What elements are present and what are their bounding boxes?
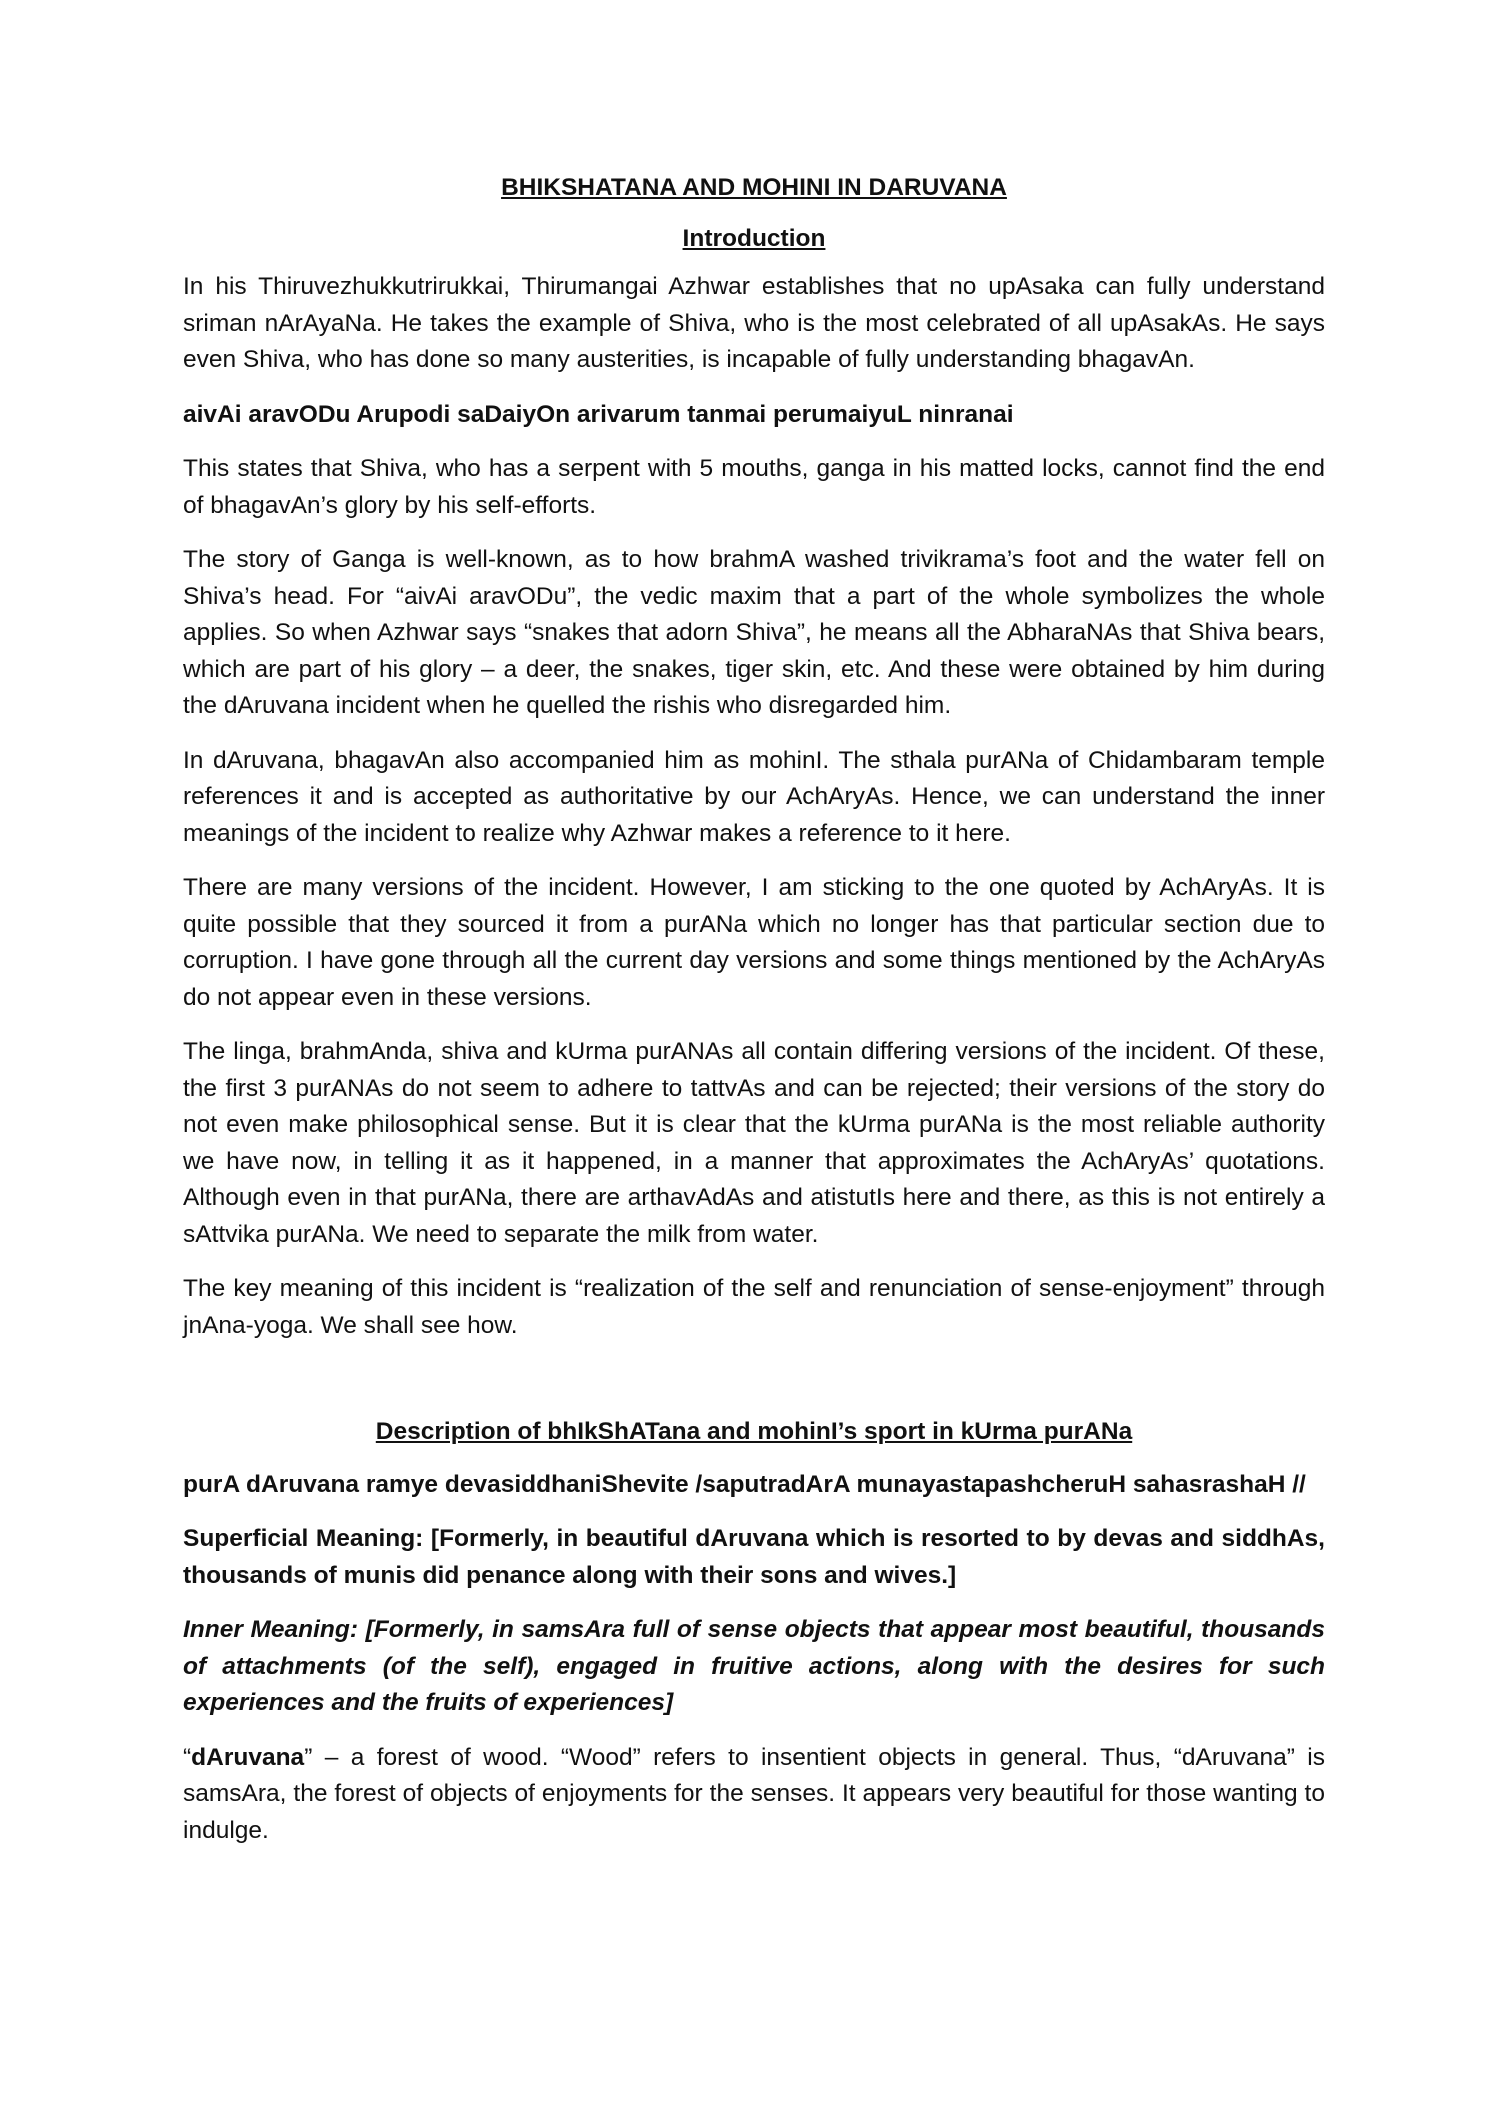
superficial-meaning: Superficial Meaning: [Formerly, in beautiful dAruvana which is resorted to by devas and siddhAs, thousands of munis did penance along with their sons and wives.] [183,1525,1325,1589]
verse-pura: purA dAruvana ramye devasiddhaniShevite /saputradArA munayastapashcheruH sahasrashaH // [183,1470,1306,1498]
paragraph-versions: There are many versions of the incident. However, I am sticking to the one quoted by AchAryAs. It is quite possible that they sourced it from a purANa which no longer has that particular section due to corruption. I have gone through all the current day versions and some things mentioned by the AchAryAs do not appear even in these versions. [183,874,1325,1011]
paragraph-serpent: This states that Shiva, who has a serpent with 5 mouths, ganga in his matted locks, cannot find the end of bhagavAn’s glory by his self-efforts. [183,455,1325,519]
term-daruvana: dAruvana [191,1743,305,1771]
daruvana-explanation: ” – a forest of wood. “Wood” refers to insentient objects in general. Thus, “dAruvana” is samsAra, the forest of objects of enjoyments for the senses. It appears very beautiful for those wanting to indulge. [183,1743,1325,1844]
paragraph-ganga: The story of Ganga is well-known, as to how brahmA washed trivikrama’s foot and the water fell on Shiva’s head. For “aivAi aravODu”, the vedic maxim that a part of the whole symbolizes the whole applies. So when Azhwar says “snakes that adorn Shiva”, he means all the AbharaNAs that Shiva bears, which are part of his glory – a deer, the snakes, tiger skin, etc. And these were obtained by him during the dAruvana incident when he quelled the rishis who disregarded him. [183,546,1325,719]
inner-meaning: Inner Meaning: [Formerly, in samsAra full of sense objects that appear most beautiful, thousands of attachments (of the self), engaged in fruitive actions, along with the desires for such experiences and the fruits of experiences] [183,1616,1325,1716]
paragraph-key-meaning: The key meaning of this incident is “realization of the self and renunciation of sense-enjoyment” through jnAna-yoga. We shall see how. [183,1275,1325,1339]
document-title: BHIKSHATANA AND MOHINI IN DARUVANA [501,174,1007,201]
paragraph-puranas: The linga, brahmAnda, shiva and kUrma purANAs all contain differing versions of the incident. Of these, the first 3 purANAs do not seem to adhere to tattvAs and can be rejected; their versions of the story do not even make philosophical sense. But it is clear that the kUrma purANa is the most reliable authority we have now, in telling it as it happened, in a manner that approximates the AchAryAs’ quotations. Although even in that purANa, there are arthavAdAs and atistutIs here and there, as this is not entirely a sAttvika purANa. We need to separate the milk from water. [183,1038,1325,1248]
paragraph-intro: In his Thiruvezhukkutrirukkai, Thirumangai Azhwar establishes that no upAsaka can fully understand sriman nArAyaNa. He takes the example of Shiva, who is the most celebrated of all upAsakAs. He says even Shiva, who has done so many austerities, is incapable of fully understanding bhagavAn. [183,273,1325,373]
verse-aivai: aivAi aravODu Arupodi saDaiyOn arivarum tanmai perumaiyuL ninranai [183,400,1014,428]
paragraph-daruvana [183,1740,1325,1850]
document-page [183,170,1325,1867]
section-heading: Description of bhIkShATana and mohinI’s sport in kUrma purANa [375,1418,1133,1445]
quote-open: “ [183,1743,192,1771]
paragraph-mohini: In dAruvana, bhagavAn also accompanied him as mohinI. The sthala purANa of Chidambaram temple references it and is accepted as authoritative by our AchAryAs. Hence, we can understand the inner meanings of the incident to realize why Azhwar makes a reference to it here. [183,746,1325,847]
introduction-heading: Introduction [682,224,826,252]
